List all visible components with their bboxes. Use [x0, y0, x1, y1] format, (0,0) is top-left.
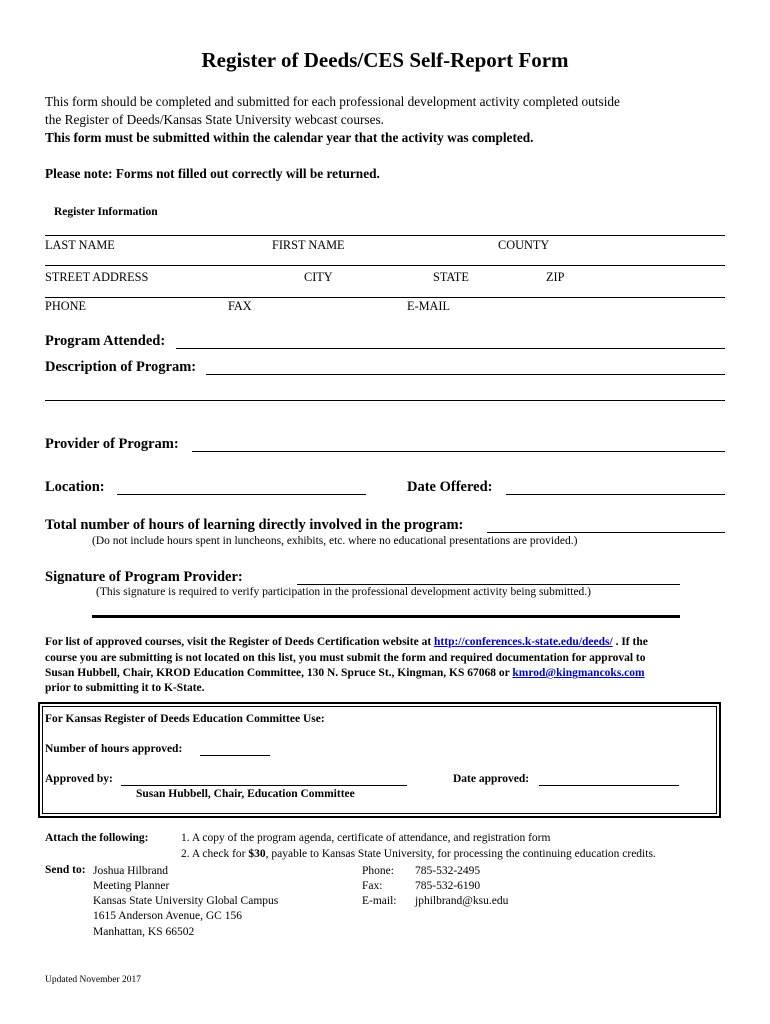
county-label: COUNTY — [498, 238, 550, 252]
attach-item-2: 2. A check for $30, payable to Kansas State University, for processing the continuing education credits. — [181, 848, 656, 860]
date-offered-line[interactable] — [506, 494, 725, 495]
contact-name: Joshua Hilbrand — [93, 865, 169, 877]
approved-courses-line-3: Susan Hubbell, Chair, KROD Education Committee, 130 N. Spruce St., Kingman, KS 67068 or kmrod@kingmancoks.com — [45, 667, 645, 679]
phone-label: PHONE — [45, 299, 86, 313]
zip-label: ZIP — [546, 270, 565, 284]
description-line-2[interactable] — [45, 400, 725, 401]
committee-heading: For Kansas Register of Deeds Education Committee Use: — [45, 713, 325, 725]
footer-updated: Updated November 2017 — [45, 975, 142, 985]
location-line[interactable] — [117, 494, 366, 495]
divider — [45, 235, 725, 236]
first-name-label: FIRST NAME — [272, 238, 345, 252]
signature-line[interactable] — [297, 584, 680, 585]
phone-label-2: Phone: — [362, 865, 394, 877]
city-label: CITY — [304, 270, 333, 284]
approved-by-line[interactable] — [121, 785, 407, 786]
signature-note: (This signature is required to verify participation in the professional development activity being submitted.) — [96, 586, 592, 598]
approved-courses-line-2: course you are submitting is not located on this list, you must submit the form and required documentation for approval to — [45, 652, 646, 664]
hours-note: (Do not include hours spent in luncheons, exhibits, etc. where no educational presentations are provided.) — [92, 535, 578, 547]
contact-city: Manhattan, KS 66502 — [93, 926, 195, 938]
location-label: Location: — [45, 479, 105, 495]
fax-label: FAX — [228, 299, 252, 313]
provider-line[interactable] — [192, 451, 725, 452]
form-title: Register of Deeds/CES Self-Report Form — [201, 48, 569, 72]
divider — [45, 297, 725, 298]
contact-street: 1615 Anderson Avenue, GC 156 — [93, 910, 242, 922]
last-name-label: LAST NAME — [45, 238, 115, 252]
divider — [45, 265, 725, 266]
email-label: E-MAIL — [407, 299, 451, 313]
intro-line-2: the Register of Deeds/Kansas State University webcast courses. — [45, 112, 384, 127]
intro-line-1: This form should be completed and submitted for each professional development activity completed outside — [45, 94, 620, 109]
fax-label-2: Fax: — [362, 880, 383, 892]
note-text: Please note: Forms not filled out correctly will be returned. — [45, 166, 380, 181]
send-to-label: Send to: — [45, 864, 86, 876]
register-info-heading: Register Information — [54, 206, 158, 218]
approved-by-label: Approved by: — [45, 773, 113, 785]
hours-approved-label: Number of hours approved: — [45, 743, 183, 755]
state-label: STATE — [433, 270, 469, 284]
description-label: Description of Program: — [45, 359, 197, 375]
date-offered-label: Date Offered: — [407, 479, 493, 495]
date-approved-line[interactable] — [539, 785, 679, 786]
contact-fax: 785-532-6190 — [415, 880, 481, 892]
provider-label: Provider of Program: — [45, 436, 179, 452]
committee-email-link[interactable]: kmrod@kingmancoks.com — [512, 667, 645, 679]
approved-courses-line-4: prior to submitting it to K-State. — [45, 682, 205, 694]
description-line[interactable] — [206, 374, 725, 375]
signer-name: Susan Hubbell, Chair, Education Committee — [136, 788, 355, 800]
program-attended-label: Program Attended: — [45, 333, 166, 349]
approved-courses-line-1: For list of approved courses, visit the Register of Deeds Certification website at http://conferences.k-state.edu/deeds/ . If the — [45, 636, 648, 648]
attach-label: Attach the following: — [45, 832, 149, 844]
program-attended-line[interactable] — [176, 348, 725, 349]
signature-label: Signature of Program Provider: — [45, 569, 243, 585]
attach-item-1: 1. A copy of the program agenda, certificate of attendance, and registration form — [181, 832, 551, 844]
contact-role: Meeting Planner — [93, 880, 170, 892]
hours-approved-line[interactable] — [200, 755, 270, 756]
certification-website-link[interactable]: http://conferences.k-state.edu/deeds/ — [434, 636, 613, 648]
total-hours-label: Total number of hours of learning directly involved in the program: — [45, 517, 464, 533]
thick-divider — [92, 615, 680, 618]
contact-org: Kansas State University Global Campus — [93, 895, 279, 907]
email-label-2: E-mail: — [362, 895, 397, 907]
total-hours-line[interactable] — [487, 532, 725, 533]
contact-email: jphilbrand@ksu.edu — [415, 895, 509, 907]
intro-line-3: This form must be submitted within the calendar year that the activity was completed. — [45, 130, 534, 145]
street-address-label: STREET ADDRESS — [45, 270, 149, 284]
contact-phone: 785-532-2495 — [415, 865, 481, 877]
date-approved-label: Date approved: — [453, 773, 530, 785]
